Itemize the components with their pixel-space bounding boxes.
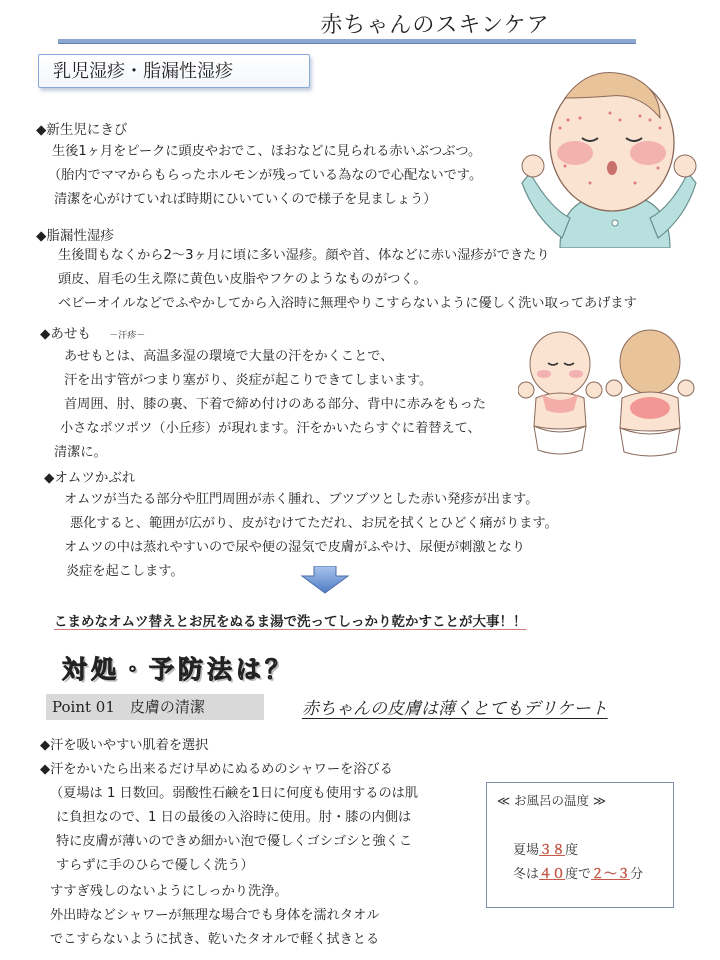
bath-winter: 冬は４０度で２～３分 [513,867,644,882]
winter-time: ２～３ [591,867,631,882]
topic-heading-seborrheic: ◆脂漏性湿疹 [36,228,114,244]
baby-face-illustration [520,58,698,248]
topic-line: 悪化すると、範囲が広がり、皮がむけてただれ、お尻を拭くとひどく痛がります。 [70,516,558,531]
down-arrow-icon [300,566,350,594]
topic-line: 生後1ヶ月をピークに頭皮やおでこ、ほおなどに見られる赤いぶつぶつ。 [52,144,482,159]
tip-line: 外出時などシャワーが無理な場合でも身体を濡れタオル [50,908,380,923]
topic-line: オムツが当たる部分や肛門周囲が赤く腫れ、ブツブツとした赤い発疹が出ます。 [64,492,539,507]
tip-line: ◆汗を吸いやすい肌着を選択 [40,738,209,753]
topic-line: 清潔を心がけていれば時期にひいていくので様子を見ましょう） [54,192,437,207]
topic-line: 生後間もなくから2～3ヶ月に頃に多い湿疹。顔や首、体などに赤い湿疹ができたり [58,248,550,263]
topic-heading-heat-rash [40,322,145,342]
tip-line: すすぎ残しのないようにしっかり洗浄。 [50,884,288,899]
bath-summer: 夏場３８度 [513,843,579,858]
topic-heading-neonatal-acne: ◆新生児にきび [36,122,128,138]
tip-line: ◆汗をかいたら出来るだけ早めにぬるめのシャワーを浴びる [40,762,393,777]
point-subtitle: 赤ちゃんの皮膚は薄くとてもデリケート [302,699,608,719]
tip-line: でこすらないように拭き、乾いたタオルで軽く拭きとる [50,932,380,947]
topic-line: 首周囲、肘、膝の裏、下着で締め付けのある部分、背中に赤みをもった [64,397,486,412]
summer-temp: ３８ [539,843,566,858]
point-label: Point 01 皮膚の清潔 [46,694,264,720]
topic-line: オムツの中は蒸れやすいので尿や便の湿気で皮膚がふやけ、尿便が刺激となり [64,540,526,555]
section-header-eczema: 乳児湿疹・脂漏性湿疹 [38,54,310,88]
heat-rash-label: ◆あせも [40,326,91,342]
topic-line: 清潔に。 [54,445,107,460]
heat-rash-note: －汗疹－ [109,331,146,341]
tip-line: に負担なので、1 日の最後の入浴時に使用。肘・膝の内側は [56,810,412,825]
topic-line: ベビーオイルなどでふやかしてから入浴時に無理やりこすらないように優しく洗い取ってあげます [58,296,637,311]
heat-rash-babies-illustration [518,328,698,460]
topic-heading-diaper-rash: ◆オムツかぶれ [44,470,136,486]
topic-line: 頭皮、眉毛の生え際に黄色い皮脂やフケのようなものがつく。 [58,272,427,287]
page-title: 赤ちゃんのスキンケア [320,13,550,38]
tip-line: すらずに手のひらで優しく洗う） [56,858,254,873]
prevention-heading: 対処・予防法は？ [62,655,295,684]
winter-temp: ４０ [539,867,566,882]
tip-line: 特に皮膚が薄いのできめ細かい泡で優しくゴシゴシと強くこ [56,834,413,849]
topic-line: あせもとは、高温多湿の環境で大量の汗をかくことで、 [64,349,394,364]
title-divider [58,39,636,43]
bath-temperature-box [486,782,674,908]
topic-line: 汗を出す管がつまり塞がり、炎症が起こりできてしまいます。 [64,373,433,388]
bath-title: ≪ お風呂の温度 ≫ [497,793,607,808]
key-message: こまめなオムツ替えとお尻をぬるま湯で洗ってしっかり乾かすことが大事！！ [54,614,527,630]
topic-line: （胎内でママからもらったホルモンが残っている為なので心配ないです。 [48,168,483,183]
topic-line: 炎症を起こします。 [66,564,184,579]
topic-line: 小さなポツポツ（小丘疹）が現れます。汗をかいたらすぐに着替えて、 [60,421,481,436]
tip-line: （夏場は 1 日数回。弱酸性石鹸を1日に何度も使用するのは肌 [50,786,419,801]
